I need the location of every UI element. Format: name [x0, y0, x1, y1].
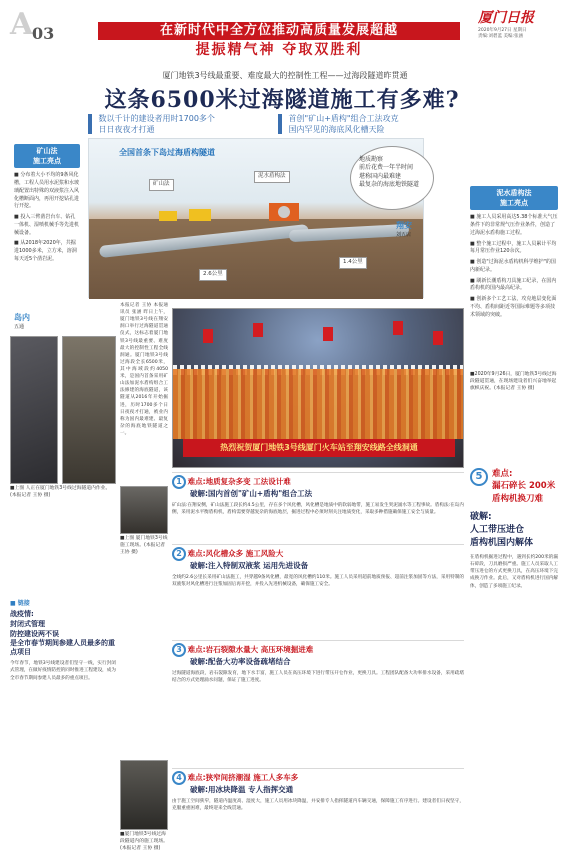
- red-flag: [393, 321, 403, 335]
- mining-method-title: [14, 144, 80, 168]
- section-2: [172, 544, 464, 620]
- machinery-icons: [159, 197, 319, 227]
- newspaper-logo: 厦门日报: [478, 10, 534, 26]
- list-item: ■ 创造"过海泥水盾构机科学维护"的国内新纪录。: [470, 259, 556, 273]
- celebration-photo: [172, 308, 464, 468]
- subhead-right-line1: 首创"矿山+盾构"组合工法攻克: [288, 114, 399, 123]
- main-photo-caption: ■2020年9月26日，厦门地铁3号线过海段隧道贯通，在现场建设者们兴奋地举起旗帜庆祝。(本报记者 王协 摄): [470, 372, 557, 391]
- section5-hd1-line1: 难点:: [492, 469, 513, 479]
- shield-method-box: [470, 186, 558, 322]
- subhead-right: [278, 114, 478, 136]
- link-title-line2: 封闭式管理: [10, 619, 45, 628]
- construction-photo: [120, 486, 168, 534]
- red-flag: [253, 323, 263, 337]
- geology-callout: [350, 146, 434, 210]
- section-number: 1: [172, 475, 186, 489]
- shield-method-title-line2: 施工亮点: [500, 199, 528, 208]
- subhead-bar: [278, 114, 282, 134]
- distance-left: 2.6公里: [199, 269, 227, 281]
- masthead: [478, 8, 558, 40]
- mining-method-title-line2: 施工亮点: [33, 157, 61, 166]
- list-item: ■ 创新多个工艺工法，攻克地层变化面不均、盾构间距近等国际难题等多项技术领域的突破。: [470, 296, 557, 318]
- intro-article: 本报记者 王协 本报通讯员 张涵 昨日上午，厦门地铁3号线在翔安洞口举行过海隧道贯通仪式，这标志着厦门地铁3号线最重要、难度最大的控制性工程全线洞通。厦门地铁3号线过海段全长6500米，其中海域段约4050米，是国内首条采用矿山法加泥水盾构组合工法修建的海底隧道，该隧道从2016年开始掘进，历时1700多个日日夜夜才打通，被业内称为国内最难建、最复杂的海底地铁隧道之一。: [120, 303, 168, 436]
- crowd-workers: [173, 369, 463, 439]
- interior-photo: [120, 760, 168, 830]
- section5-hd2-line3: 盾构机国内解体: [470, 538, 534, 549]
- label-mining: 矿山法: [149, 179, 174, 191]
- shield-method-title: [470, 186, 558, 210]
- worker-photo: [10, 336, 58, 484]
- section-difficulty: 难点:岩石裂隙水量大 高压环境掘进难: [187, 645, 314, 654]
- top-banner-slogan: 在新时代中全方位推动高质量发展超越: [98, 22, 460, 40]
- section-number: 2: [172, 547, 186, 561]
- link-body: 今年春节，地铁3号线建设者们坚守一线，实行封闭式管理，在做好疫情防控的同时推进工程建设，成为全市春节期间参建人员最多的重点项目。: [10, 661, 116, 681]
- list-item: ■ 投入三臂凿岩台车、钻孔一体机、湿喷机械手等先进机械设备。: [14, 214, 80, 236]
- section-solution: 破解:国内首创"矿山+盾构"组合工法: [190, 489, 313, 498]
- section5-hd2-line2: 人工带压进仓: [470, 524, 525, 535]
- place-xiangan: [396, 220, 412, 239]
- place-xiangan-sub: 刘五店: [396, 231, 412, 238]
- subhead-bar: [88, 114, 92, 134]
- list-item: ■ 从2018年2020年，共掘进1000多米，立方米，溶洞每天近5个凿岩泥。: [14, 240, 77, 262]
- diagram-title: 全国首条下岛过海盾构隧道: [119, 148, 215, 157]
- list-item: ■ 施工人员采用高达5.38个标准大气压条件下的非常规气压作业条件，创造了过海泥水盾构施工过程。: [470, 214, 558, 236]
- photo-left2-caption: ■上图 厦门地铁3号线施工现场。(本报记者 王协 摄): [120, 536, 168, 555]
- section-body: 矿山法:在翔安侧，矿山法施工段长约4.5公里，存在多个风化槽，风化槽是地质中的软弱地带，施工易发生突泥涌水等工程事故。盾构法:在岛内侧，采用泥水平衡盾构机，盾构需要穿越复杂的海底地层，掘进过程中必须时刻关注地质变化，采取多种措施确保施工安全与质量。: [172, 502, 464, 515]
- editor-credit: 责编:刘碧蓝 美编:张涵: [478, 34, 523, 40]
- kicker-line: 厦门地铁3号线最重要、难度最大的控制性工程——过海段隧道昨贯通: [162, 71, 408, 80]
- label-shield: 泥水盾构法: [254, 171, 290, 183]
- photo-bottom-caption: ■厦门地铁3号线过海段隧道内的施工现场。(本报记者 王协 摄): [120, 832, 168, 851]
- subhead-left-line1: 数以千计的建设者用时1700多个: [98, 114, 215, 123]
- section-3: [172, 640, 464, 726]
- photo-left-caption: ■上图 人正在厦门地铁3号线过海隧道内作业。(本报记者 王协 摄): [10, 486, 111, 498]
- section5-hd1-line2: 漏石碎长 200米: [492, 481, 556, 492]
- red-flag: [433, 331, 443, 345]
- section-body: 在盾构机掘进过程中，遇到长约200米的漏石碎段，刀具磨损严重。施工人员采取人工带压进仓的方式更换刀具，在高压环境下完成换刀作业。此后，又对盾构机进行国内解体，创造了多项施工纪录。: [470, 555, 558, 589]
- subhead-left: [88, 114, 268, 136]
- list-item: ■ 刷新长潮盾构刀具施工纪录，在国内盾构机的国内最高纪录。: [470, 277, 557, 292]
- section-body: 过海隧道海底段，岩石裂隙发育，地下水丰富，施工人员在高压环境下进行带压开仓作业，更换刀具。工程团队配备大功率排水设备，采用疏堵结合的方式处理涌水问题，保证了施工进度。: [172, 670, 464, 683]
- link-label: ■ 链接: [10, 600, 30, 607]
- callout-line: 前后花费一年半时间: [359, 164, 414, 172]
- section-number: 5: [470, 468, 488, 486]
- link-title-line4: 是全市春节期间参建人员最多的重点项目: [10, 639, 115, 657]
- section5-hd1-line3: 盾构机换刀难: [492, 493, 544, 504]
- section-1: [172, 472, 464, 542]
- section-solution: 破解:用冰块降温 专人指挥交通: [190, 785, 294, 794]
- callout-line: 最复杂的海底地铁隧道: [359, 181, 420, 189]
- place-island-name: 岛内: [14, 313, 30, 322]
- place-island-sub: 五通: [14, 323, 25, 330]
- celebration-banner: 热烈祝贺厦门地铁3号线厦门火车站至翔安线路全线洞通: [183, 439, 455, 457]
- list-item: ■ 分布着大小不均的9条风化槽，工程人员用水泥浆和水玻璃配置出特殊的双液浆注入风化槽断面内，再用开挖钻孔进行开挖。: [14, 172, 80, 210]
- link-title-line3: 防控建设两不误: [10, 629, 59, 638]
- shield-method-list: [470, 214, 558, 319]
- mining-method-title-line1: 矿山法: [36, 147, 58, 155]
- section-difficulty: 难点:狭窄间挤潮湿 施工人多车多: [187, 773, 299, 782]
- top-banner-subslogan: 提振精气神 夺取双胜利: [195, 42, 363, 58]
- mining-method-list: [14, 172, 80, 263]
- headline: 这条6500米过海隧道施工有多难?: [104, 87, 460, 113]
- page-number: [10, 7, 55, 43]
- callout-line: 堪称国内最难建: [359, 172, 402, 180]
- red-flag: [323, 327, 333, 341]
- issue-date: 2020年9月27日 星期日: [478, 28, 527, 34]
- callout-line: 地质勘察: [359, 156, 384, 163]
- page-digits: 03: [32, 24, 55, 43]
- mining-method-box: [14, 144, 80, 267]
- tunnel-photo: [62, 336, 116, 484]
- section-number: 3: [172, 643, 186, 657]
- shield-method-title-line1: 泥水盾构法: [496, 189, 532, 197]
- section5-hd2-line1: 破解:: [470, 511, 492, 522]
- place-xiangan-name: 翔安: [396, 221, 412, 230]
- distance-right: 1.4公里: [339, 257, 367, 269]
- link-title-line1: 战疫情:: [10, 609, 34, 618]
- section-difficulty: 难点:地质复杂多变 工法设计难: [187, 477, 291, 486]
- section-difficulty: 难点:风化槽众多 施工风险大: [187, 549, 284, 558]
- section-4: [172, 768, 464, 854]
- section-number: 4: [172, 771, 186, 785]
- subhead-right-line2: 国内罕见的海底风化槽天险: [288, 124, 385, 134]
- page-letter: A: [10, 7, 34, 42]
- list-item: ■ 整个施工过程中，施工人员累计平均每月常压作业120余次。: [470, 240, 557, 255]
- section-solution: 破解:配备大功率设备疏堵结合: [190, 657, 291, 666]
- red-flag: [203, 329, 213, 343]
- section-solution: 破解:注入特制双液浆 运用先进设备: [190, 561, 309, 570]
- section-body: 由于施工空间狭窄，隧道内温度高、湿度大，施工人员用冰块降温，并安排专人指挥隧道内车辆交通，保障施工有序进行。建设者们日夜坚守，克服重重困难，最终迎来全线贯通。: [172, 798, 464, 811]
- place-island: [14, 312, 30, 331]
- subhead-left-line2: 日日夜夜才打通: [98, 124, 155, 134]
- section-body: 全线约2.6公里长采用矿山法施工，共穿越9条风化槽，最宽的风化槽约110米。施工人员采用超前地质预报、超前注浆加固等方法，采用特制的双液浆对风化槽进行注浆加固后再开挖，并投入先进机械设备，确保施工安全。: [172, 574, 464, 587]
- epidemic-link-box: [10, 600, 116, 810]
- section-5: [470, 468, 558, 824]
